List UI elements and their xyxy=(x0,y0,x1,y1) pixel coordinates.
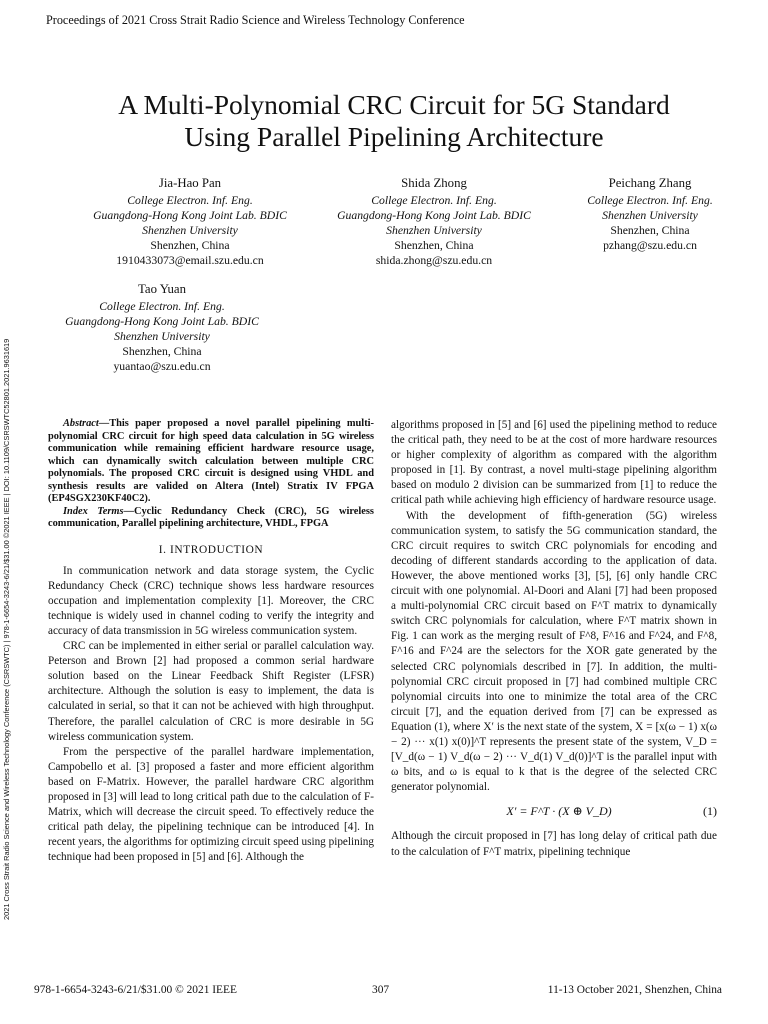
body-paragraph: From the perspective of the parallel hardware implementation, Campobello et al. [3] proposed a faster and more efficient algorithm based on F-Matrix. However, the parallel hardware CRC algorithm proposed in [3] will lead to long critical path due to the calculation of F-Matrix, which will decrease the circuit speed. To effectively reduce the critical path delay, the pipelining technique can be introduced [4]. In recent years, the algorithms for optimizing circuit speed using pipelining technique had been proposed in [5] and [6]. Although the xyxy=(48,745,374,864)
author-dept: College Electron. Inf. Eng. xyxy=(127,194,253,207)
author-block xyxy=(60,176,320,268)
author-lab: Guangdong-Hong Kong Joint Lab. BDIC xyxy=(337,209,531,222)
abstract-text: This paper proposed a novel parallel pipelining multi-polynomial CRC circuit for high speed data calculation in 5G wireless communication while remaining efficient hardware resource usage, which can dynamically switch calculation between multiple CRC polynomials. The proposed CRC circuit is designed using VHDL and synthesis results are valided on Altera (Intel) Stratix IV FPGA (EP4SGX230KF40C2). xyxy=(48,418,374,504)
author-city: Shenzhen, China xyxy=(150,239,230,252)
body-paragraph: With the development of fifth-generation (5G) wireless communication system, to satisfy the 5G communication standard, the CRC circuit requires to switch CRC polynomials for encoding and decoding of different standards according to the application of data. However, the above mentioned works [3], [5], [6] only handle CRC circuit with one polynomial. Al-Doori and Alani [7] had been proposed a multi-polynomial CRC circuit based on F^T matrix to dynamically switch CRC polynomials for calculation, where F^T matrix shown in Fig. 1 can work as the merging result of F^8, F^16 and F^24, and F^8, F^16 and F^24 are the selectors for the XOR gate generated by the selected CRC polynomials described in [7]. In addition, the multi-polynomial CRC circuit proposed in [7] had combined multiple CRC polynomial circuits into one to minimize the total area of the CRC circuit [7], and the equation derived from [7] can be expressed as Equation (1), where X′ is the next state of the system, X = [x(ω − 1) x(ω − 2) ··· x(1) x(0)]^T represents the present state of the system, V_D = [V_d(ω − 1) V_d(ω − 2) ··· V_d(1) V_d(0)]^T is the parallel input with ω bits, and ω is equal to k that is the degree of the selected CRC generator polynomial. xyxy=(391,509,717,794)
author-lab: Guangdong-Hong Kong Joint Lab. BDIC xyxy=(93,209,287,222)
author-name: Tao Yuan xyxy=(137,282,187,296)
conference-header: Proceedings of 2021 Cross Strait Radio Science and Wireless Technology Conference xyxy=(46,13,465,27)
abstract: Abstract—This paper proposed a novel parallel pipelining multi-polynomial CRC circuit for high speed data calculation in 5G wireless communication while remaining efficient hardware resource usage, which can dynamically switch calculation between multiple CRC polynomials. The proposed CRC circuit is designed using VHDL and synthesis results are valided on Altera (Intel) Stratix IV FPGA (EP4SGX230KF40C2). xyxy=(48,418,374,504)
doi-sidebar xyxy=(0,240,14,920)
title-line-2: Using Parallel Pipelining Architecture xyxy=(184,121,604,152)
author-lab: Guangdong-Hong Kong Joint Lab. BDIC xyxy=(65,315,259,328)
title-line-1: A Multi-Polynomial CRC Circuit for 5G Standard xyxy=(118,89,670,120)
author-lab: Shenzhen University xyxy=(602,209,698,222)
body-paragraph: CRC can be implemented in either serial or parallel calculation way. Peterson and Brown [2] had proposed a common serial hardware solution based on the Linear Feedback Shift Register (LFSR) architecture. Although the solution is easy to implement, the data is calculated in serial, so that it can not be achieved with high throughput. Therefore, the parallel calculation of CRC is more desirable in 5G wireless communication system. xyxy=(48,640,374,743)
footer-copyright: 978-1-6654-3243-6/21/$31.00 © 2021 IEEE xyxy=(34,984,237,996)
equation-1 xyxy=(391,804,717,819)
equation-number: (1) xyxy=(703,804,717,819)
index-terms: Index Terms—Cyclic Redundancy Check (CRC), 5G wireless communication, Parallel pipelining architecture, VHDL, FPGA xyxy=(48,505,374,529)
author-dept: College Electron. Inf. Eng. xyxy=(587,194,713,207)
abstract-label: Abstract xyxy=(63,418,99,429)
right-column xyxy=(391,418,717,860)
footer-date-location: 11-13 October 2021, Shenzhen, China xyxy=(547,984,722,996)
index-terms-text: Cyclic Redundancy Check (CRC), 5G wireless communication, Parallel pipelining architecture, VHDL, FPGA xyxy=(48,505,374,529)
author-univ: Shenzhen University xyxy=(142,224,238,237)
author-dept: College Electron. Inf. Eng. xyxy=(99,300,225,313)
author-email: yuantao@szu.edu.cn xyxy=(113,360,211,373)
equation-expression: X′ = F^T · (X ⊕ V_D) xyxy=(506,804,612,819)
author-block xyxy=(560,176,740,253)
author-block xyxy=(304,176,564,268)
author-dept: College Electron. Inf. Eng. xyxy=(371,194,497,207)
left-column xyxy=(48,418,374,865)
author-name: Shida Zhong xyxy=(401,176,467,190)
author-email: 1910433073@email.szu.edu.cn xyxy=(116,254,264,267)
author-city: Shenzhen, China xyxy=(394,239,474,252)
paper-title xyxy=(30,89,758,153)
body-paragraph: Although the circuit proposed in [7] has long delay of critical path due to the calculation of F^T matrix, pipelining technique xyxy=(391,830,717,858)
author-name: Jia-Hao Pan xyxy=(158,176,222,190)
body-paragraph: In communication network and data storage system, the Cyclic Redundancy Check (CRC) technique shows less hardware resources occupation and implementation complexity [1]. Moreover, the CRC technique is widely used in channel coding to verify the integrity and accuracy of data transmission in 5G wireless communication system. xyxy=(48,564,374,637)
body-paragraph: algorithms proposed in [5] and [6] used the pipelining method to reduce the critical path, they need to be at the cost of more hardware resources or higher complexity of algorithm as compared with the algorithm proposed in [1]. By contrast, a novel multi-stage pipelining algorithm based on modulo 2 division can be summarized from [1] to reduce the critical path while achieving high efficiency of hardware resource usage. xyxy=(391,419,717,507)
author-city: Shenzhen, China xyxy=(610,224,690,237)
author-city: Shenzhen, China xyxy=(122,345,202,358)
index-terms-label: Index Terms xyxy=(63,505,124,517)
page-number: 307 xyxy=(372,984,390,996)
author-email: pzhang@szu.edu.cn xyxy=(603,239,697,252)
section-heading: I. INTRODUCTION xyxy=(158,543,264,556)
author-univ: Shenzhen University xyxy=(114,330,210,343)
doi-sidebar-text: 2021 Cross Strait Radio Science and Wireless Technology Conference (CSRSWTC) | 978-1-6654-3243-6/21/$31.00 ©2021 IEEE | DOI: 10.1109/CSRSWTC52801.2021.9631619 xyxy=(2,338,11,920)
author-name: Peichang Zhang xyxy=(608,176,692,190)
author-block xyxy=(32,282,292,374)
author-univ: Shenzhen University xyxy=(386,224,482,237)
author-email: shida.zhong@szu.edu.cn xyxy=(375,254,493,267)
